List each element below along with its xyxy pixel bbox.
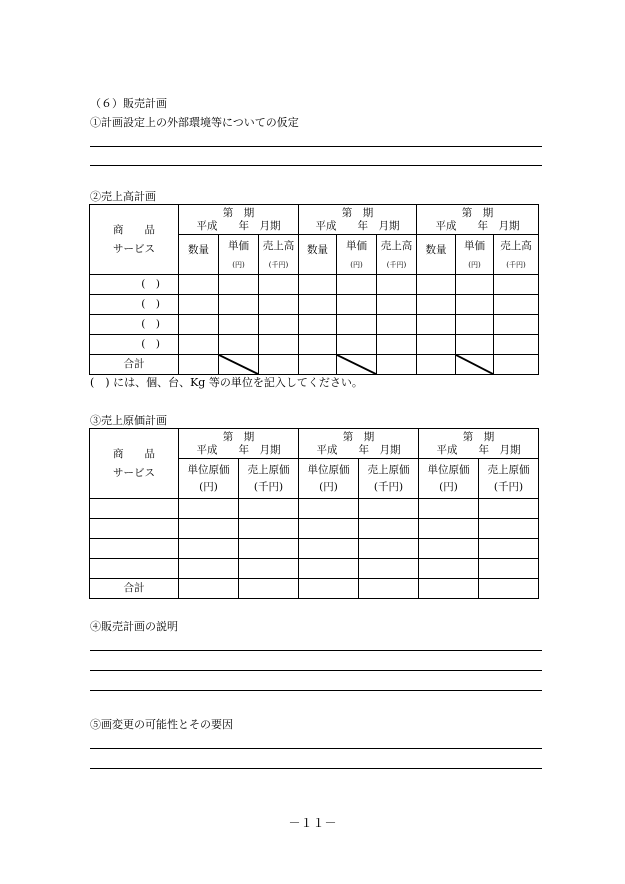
col-unit: (千円) (268, 260, 289, 269)
col-label: 単価 (228, 240, 249, 253)
write-line (90, 748, 542, 749)
page-number: －１１－ (288, 816, 337, 830)
col-label: 売上原価 (487, 463, 530, 476)
input-cell[interactable] (419, 519, 479, 539)
input-cell[interactable] (494, 315, 539, 335)
change-possibility-heading: ⑤画変更の可能性とその要因 (90, 718, 233, 731)
col-cost-of-sales (359, 459, 419, 499)
col-label: 単価 (346, 240, 368, 253)
input-cell[interactable] (479, 559, 539, 579)
section-title: （６）販売計画 (90, 97, 167, 110)
input-cell[interactable] (359, 559, 419, 579)
col-label: 売上原価 (247, 463, 290, 476)
col-label: 単価 (464, 240, 486, 253)
col-unit-cost (179, 459, 239, 499)
input-cell[interactable] (494, 275, 539, 295)
total-cell[interactable] (259, 355, 299, 375)
input-cell[interactable] (219, 295, 259, 315)
col-cost-of-sales (239, 459, 299, 499)
input-cell[interactable] (90, 519, 179, 539)
period-ki: 第 期 (222, 431, 255, 444)
col-unit-price (337, 235, 377, 275)
period-date: 平成 年 月期 (316, 443, 401, 456)
total-cell[interactable] (239, 579, 299, 599)
input-cell[interactable] (299, 295, 337, 315)
input-cell[interactable] (377, 315, 417, 335)
input-cell[interactable] (259, 335, 299, 355)
sales-plan-heading: ②売上高計画 (90, 190, 156, 203)
write-line (90, 690, 542, 691)
input-cell[interactable] (179, 559, 239, 579)
period-header (179, 429, 299, 459)
input-cell[interactable] (419, 499, 479, 519)
col-label: 売上高 (262, 240, 295, 253)
cost-plan-heading: ③売上原価計画 (90, 414, 167, 427)
period-ki: 第 期 (461, 207, 494, 220)
row-header-line2: サービス (113, 466, 155, 479)
col-label: 単位原価 (187, 463, 230, 476)
period-header (179, 205, 299, 235)
unit-placeholder: ( ) (90, 295, 179, 315)
input-cell[interactable] (239, 539, 299, 559)
input-cell[interactable] (377, 295, 417, 315)
input-cell[interactable] (479, 519, 539, 539)
col-unit-price (219, 235, 259, 275)
input-cell[interactable] (417, 295, 456, 315)
col-unit: (円) (350, 260, 363, 269)
input-cell[interactable] (179, 539, 239, 559)
input-cell[interactable] (419, 539, 479, 559)
col-unit: (円) (468, 260, 481, 269)
period-header (419, 429, 539, 459)
input-cell[interactable] (494, 295, 539, 315)
col-unit-price (456, 235, 494, 275)
diagonal-cell (337, 355, 377, 375)
period-date: 平成 年 月期 (196, 443, 281, 456)
col-unit: (千円) (506, 260, 526, 269)
input-cell[interactable] (219, 315, 259, 335)
period-ki: 第 期 (462, 431, 495, 444)
total-cell[interactable] (419, 579, 479, 599)
table-row (90, 295, 539, 315)
table-row (90, 315, 539, 335)
unit-placeholder: ( ) (90, 315, 179, 335)
col-unit: (円) (232, 260, 245, 269)
write-line (90, 165, 542, 166)
col-quantity (299, 235, 337, 275)
input-cell[interactable] (377, 335, 417, 355)
input-cell[interactable] (359, 539, 419, 559)
write-line (90, 670, 542, 671)
external-assumptions-heading: ①計画設定上の外部環境等についての仮定 (90, 116, 299, 129)
period-ki: 第 期 (342, 431, 375, 444)
total-label: 合計 (90, 355, 179, 375)
table-row (90, 519, 539, 539)
total-cell[interactable] (179, 579, 239, 599)
col-quantity (417, 235, 456, 275)
input-cell[interactable] (299, 559, 359, 579)
write-line (90, 650, 542, 651)
input-cell[interactable] (299, 315, 337, 335)
period-date: 平成 年 月期 (196, 219, 281, 232)
col-unit: (円) (199, 481, 218, 493)
row-header-line1: 商 品 (113, 448, 155, 461)
input-cell[interactable] (479, 499, 539, 519)
row-header-line2: サービス (113, 242, 155, 255)
period-ki: 第 期 (222, 207, 255, 220)
col-label: 売上原価 (367, 463, 410, 476)
sales-plan-table (89, 204, 539, 375)
input-cell[interactable] (377, 275, 417, 295)
explanation-heading: ④販売計画の説明 (90, 620, 178, 633)
col-cost-of-sales (479, 459, 539, 499)
table-row (90, 499, 539, 519)
input-cell[interactable] (239, 499, 299, 519)
input-cell[interactable] (299, 499, 359, 519)
write-line (90, 768, 542, 769)
col-label: 数量 (188, 244, 209, 257)
input-cell[interactable] (299, 275, 337, 295)
table-row (90, 559, 539, 579)
col-label: 売上高 (500, 240, 532, 253)
period-date: 平成 年 月期 (436, 443, 521, 456)
input-cell[interactable] (259, 275, 299, 295)
input-cell[interactable] (417, 335, 456, 355)
diagonal-cell (219, 355, 259, 375)
input-cell[interactable] (259, 295, 299, 315)
input-cell[interactable] (417, 315, 456, 335)
input-cell[interactable] (337, 295, 377, 315)
col-unit: (千円) (493, 481, 524, 493)
total-cell[interactable] (299, 579, 359, 599)
input-cell[interactable] (219, 335, 259, 355)
input-cell[interactable] (239, 519, 299, 539)
total-cell[interactable] (494, 355, 539, 375)
input-cell[interactable] (90, 499, 179, 519)
period-header (299, 205, 417, 235)
input-cell[interactable] (337, 315, 377, 335)
total-cell[interactable] (179, 355, 219, 375)
input-cell[interactable] (456, 295, 494, 315)
input-cell[interactable] (299, 539, 359, 559)
total-cell[interactable] (359, 579, 419, 599)
input-cell[interactable] (417, 275, 456, 295)
row-header-line1: 商 品 (113, 224, 155, 237)
col-sales (259, 235, 299, 275)
col-unit: (千円) (253, 481, 284, 493)
total-cell[interactable] (479, 579, 539, 599)
input-cell[interactable] (456, 335, 494, 355)
col-unit: (千円) (373, 481, 404, 493)
cost-plan-table (89, 428, 539, 599)
input-cell[interactable] (179, 315, 219, 335)
input-cell[interactable] (259, 315, 299, 335)
input-cell[interactable] (456, 315, 494, 335)
col-sales (494, 235, 539, 275)
input-cell[interactable] (219, 275, 259, 295)
input-cell[interactable] (179, 519, 239, 539)
table-row (90, 539, 539, 559)
write-line (90, 146, 542, 147)
input-cell[interactable] (479, 539, 539, 559)
table-row (90, 275, 539, 295)
row-header-cell (90, 205, 179, 275)
col-unit-cost (299, 459, 359, 499)
total-cell[interactable] (417, 355, 456, 375)
input-cell[interactable] (456, 275, 494, 295)
total-row (90, 579, 539, 599)
table-row (90, 335, 539, 355)
col-label: 単位原価 (427, 463, 470, 476)
input-cell[interactable] (239, 559, 299, 579)
input-cell[interactable] (337, 335, 377, 355)
col-unit: (千円) (386, 260, 407, 269)
input-cell[interactable] (90, 559, 179, 579)
input-cell[interactable] (179, 275, 219, 295)
col-quantity (179, 235, 219, 275)
input-cell[interactable] (419, 559, 479, 579)
input-cell[interactable] (299, 335, 337, 355)
unit-placeholder: ( ) (90, 335, 179, 355)
col-label: 数量 (307, 244, 329, 257)
input-cell[interactable] (359, 519, 419, 539)
period-ki: 第 期 (341, 207, 374, 220)
col-label: 単位原価 (307, 463, 350, 476)
period-header (299, 429, 419, 459)
col-label: 売上高 (380, 240, 413, 253)
input-cell[interactable] (179, 499, 239, 519)
input-cell[interactable] (179, 295, 219, 315)
period-header (417, 205, 539, 235)
diagonal-cell (456, 355, 494, 375)
unit-placeholder: ( ) (90, 275, 179, 295)
total-cell[interactable] (377, 355, 417, 375)
col-unit-cost (419, 459, 479, 499)
total-cell[interactable] (299, 355, 337, 375)
period-date: 平成 年 月期 (435, 219, 520, 232)
period-date: 平成 年 月期 (315, 219, 400, 232)
unit-note: ( ) には、個、台、Kg 等の単位を記入してください。 (90, 376, 363, 389)
col-unit: (円) (319, 481, 338, 493)
col-unit: (円) (439, 481, 458, 493)
input-cell[interactable] (359, 499, 419, 519)
total-row (90, 355, 539, 375)
total-label: 合計 (90, 579, 179, 599)
input-cell[interactable] (90, 539, 179, 559)
input-cell[interactable] (494, 335, 539, 355)
input-cell[interactable] (299, 519, 359, 539)
row-header-cell (90, 429, 179, 499)
input-cell[interactable] (337, 275, 377, 295)
col-sales (377, 235, 417, 275)
input-cell[interactable] (179, 335, 219, 355)
col-label: 数量 (425, 244, 447, 257)
